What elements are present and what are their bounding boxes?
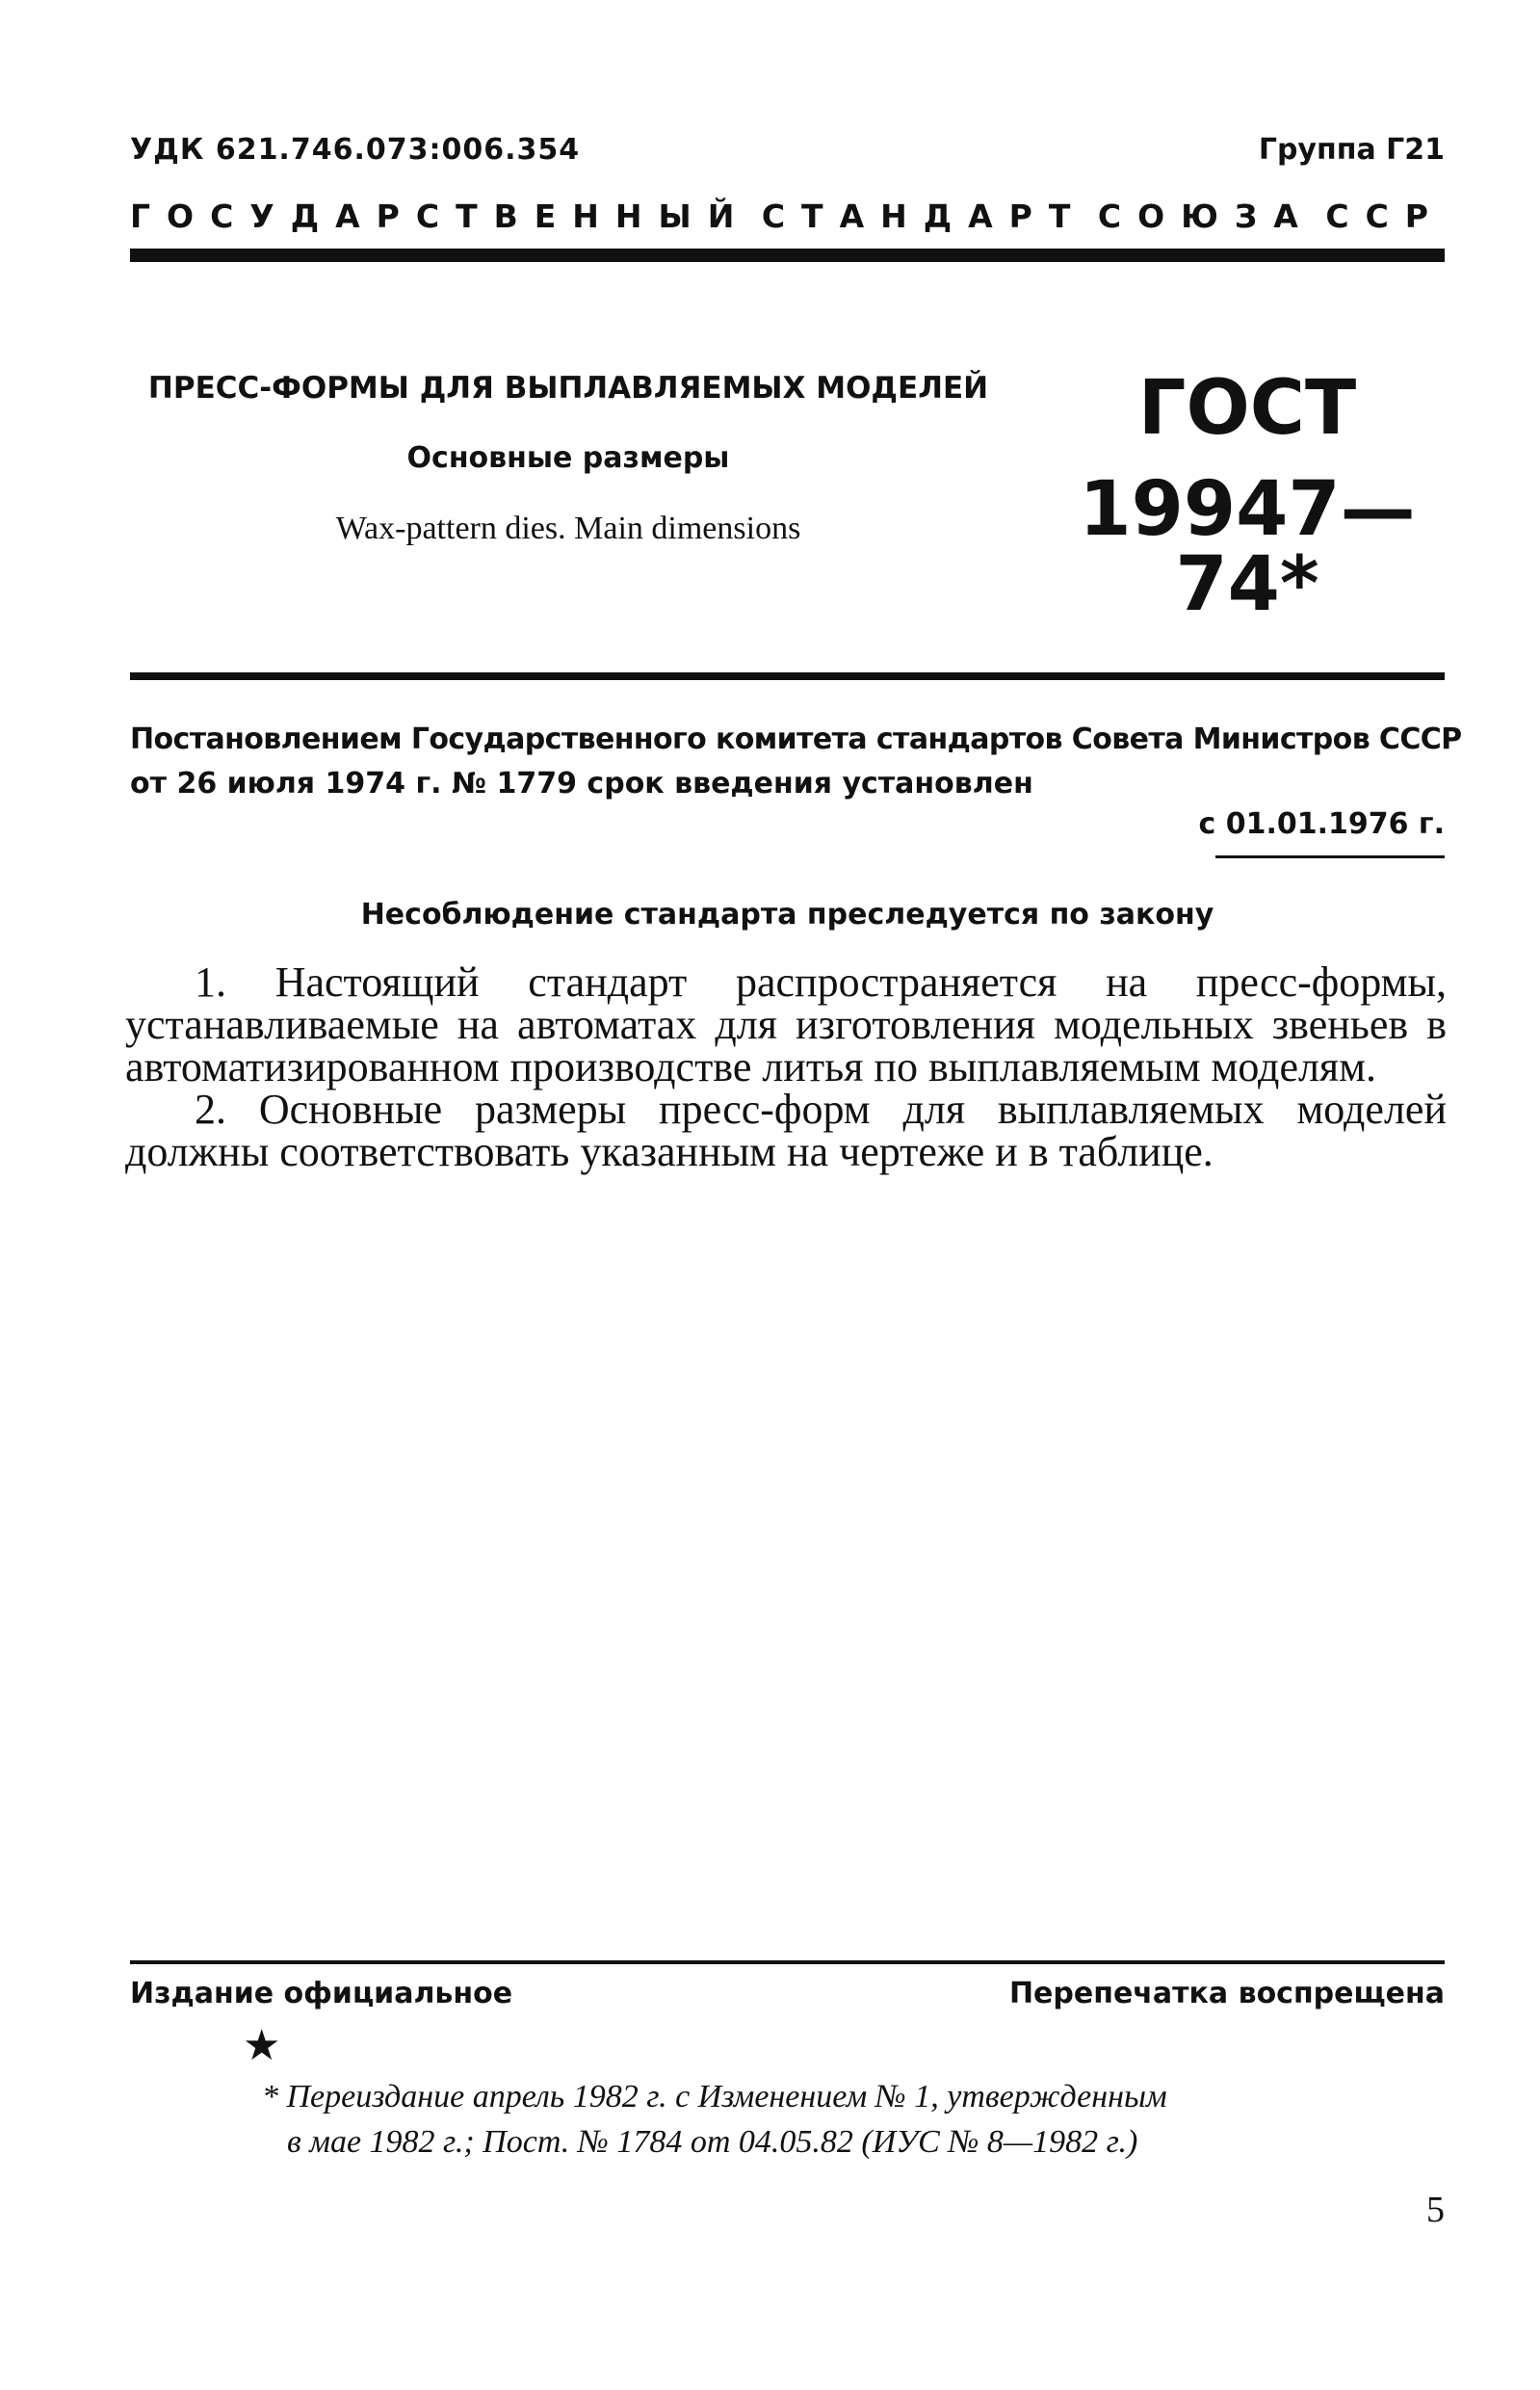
document-title-en: Wax-pattern dies. Main dimensions — [335, 511, 801, 546]
footnote-line-2: в мае 1982 г.; Пост. № 1784 от 04.05.82 (ИУС № 8—1982 г.) — [287, 2124, 1138, 2160]
udk-code: УДК 621.746.073:006.354 — [130, 133, 581, 167]
date-underline — [1215, 855, 1445, 858]
gost-number: 19947—74* — [1079, 466, 1416, 628]
body-text — [125, 961, 1447, 1173]
effective-date: с 01.01.1976 г. — [1198, 807, 1445, 841]
title-rule — [130, 672, 1445, 680]
top-rule — [130, 249, 1445, 262]
heading-word-2: СТАНДАРТ — [761, 197, 1087, 235]
footnote-line-1: * Переиздание апрель 1982 г. с Изменением № 1, утвержденным — [262, 2079, 1167, 2114]
reprint-prohibited-label: Перепечатка воспрещена — [1008, 1977, 1445, 2010]
star-icon: ★ — [243, 2022, 281, 2069]
group-code: Группа Г21 — [1258, 133, 1445, 167]
paragraph-2: 2. Основные размеры пресс-форм для выплавляемых моделей должны соответствовать указанным на чертеже и в таблице. — [125, 1086, 1447, 1175]
non-compliance-notice: Несоблюдение стандарта преследуется по закону — [360, 898, 1214, 932]
document-title-ru: ПРЕСС-ФОРМЫ ДЛЯ ВЫПЛАВЛЯЕМЫХ МОДЕЛЕЙ — [147, 371, 989, 406]
heading-word-3: СОЮЗА — [1097, 197, 1315, 235]
gost-label: ГОСТ — [1137, 365, 1357, 452]
footer-rule — [130, 1960, 1445, 1964]
paragraph-1: 1. Настоящий стандарт распространяется на пресс-формы, устанавливаемые на автоматах для изготовления модельных звеньев в автоматизированном производстве литья по выплавляемым моделям. — [125, 959, 1447, 1090]
decree-line-2: от 26 июля 1974 г. № 1779 срок введения установлен — [130, 767, 1033, 801]
document-subtitle-ru: Основные размеры — [406, 441, 730, 475]
page-number: 5 — [1426, 2190, 1445, 2230]
decree-line-1: Постановлением Государственного комитета стандартов Совета Министров СССР — [130, 722, 1462, 756]
heading-word-4: ССР — [1325, 197, 1445, 235]
official-edition-label: Издание официальное — [130, 1977, 513, 2010]
heading-word-1: ГОСУДАРСТВЕННЫЙ — [130, 197, 751, 235]
state-standard-heading — [130, 197, 1445, 235]
